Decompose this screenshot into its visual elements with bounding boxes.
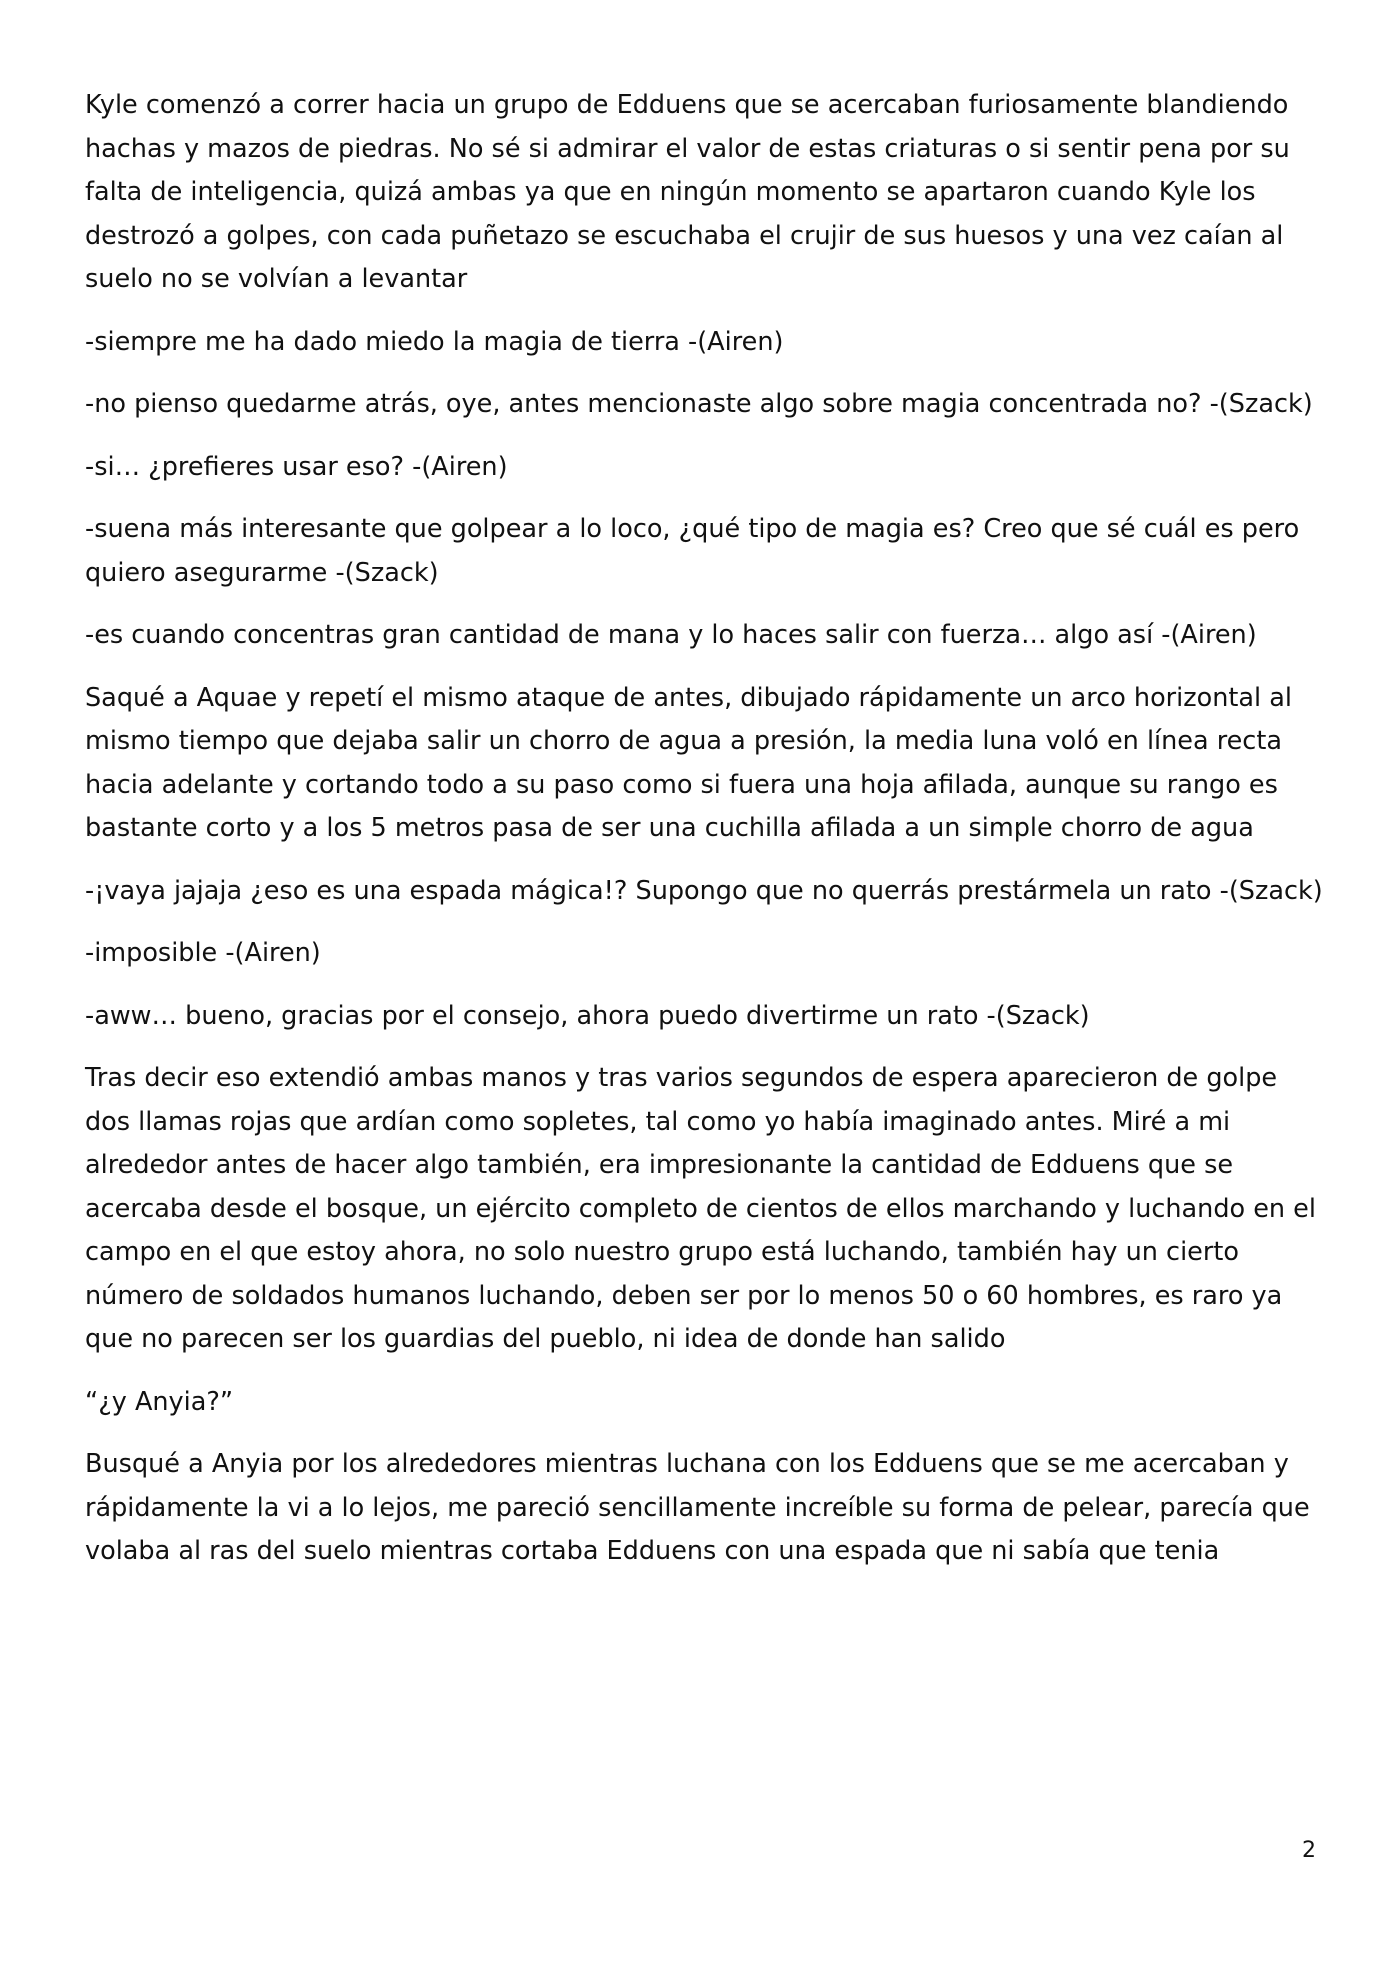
dialogue-airen-earth-magic: -siempre me ha dado miedo la magia de tierra -(Airen) (85, 326, 784, 357)
page-number: 2 (1302, 1838, 1316, 1863)
dialogue-szack-concentrated-magic: -no pienso quedarme atrás, oye, antes mencionaste algo sobre magia concentrada no? -(Szack) (85, 389, 1313, 419)
thought-anyia: “¿y Anyia?” (85, 1386, 234, 1417)
dialogue-szack-interesting: -suena más interesante que golpear a lo loco, ¿qué tipo de magia es? Creo que sé cuál es pero quiero asegurarme -(Szack) (85, 514, 1300, 588)
dialogue-airen-prefer: -si… ¿prefieres usar eso? -(Airen) (85, 451, 508, 482)
dialogue-airen-impossible: -imposible -(Airen) (85, 938, 321, 968)
paragraph-aquae-attack: Saqué a Aquae y repetí el mismo ataque de antes, dibujado rápidamente un arco horizontal al mismo tiempo que dejaba salir un chorro de agua a presión, la media luna voló en línea recta hacia adelante y cortando todo a su paso como si fuera una hoja afilada, aunque su rango es bastante corto y a los 5 metros pasa de ser una cuchilla afilada a un simple chorro de agua (85, 682, 1292, 843)
paragraph-flames-army: Tras decir eso extendió ambas manos y tras varios segundos de espera aparecieron de golpe dos llamas rojas que ardían como sopletes, tal como yo había imaginado antes. Miré a mi alrededor antes de hacer algo también, era impresionante la cantidad de Edduens que se acercaba desde el bosque, un ejército completo de cientos de ellos marchando y luchando en el campo en el que estoy ahora, no solo nuestro grupo está luchando, también hay un cierto número de soldados humanos luchando, deben ser por lo menos 50 o 60 hombres, es raro ya que no parecen ser los guardias del pueblo, ni idea de donde han salido (85, 1063, 1316, 1354)
dialogue-airen-explain: -es cuando concentras gran cantidad de mana y lo haces salir con fuerza… algo así -(Airen) (85, 620, 1257, 650)
paragraph-kyle-attack: Kyle comenzó a correr hacia un grupo de Edduens que se acercaban furiosamente blandiendo hachas y mazos de piedras. No sé si admirar el valor de estas criaturas o si sentir pena por su falta de inteligencia, quizá ambas ya que en ningún momento se apartaron cuando Kyle los destrozó a golpes, con cada puñetazo se escuchaba el crujir de sus huesos y una vez caían al suelo no se volvían a levantar (85, 90, 1290, 294)
document-body (85, 84, 1325, 1593)
paragraph-anyia-fighting: Busqué a Anyia por los alrededores mientras luchana con los Edduens que se me acercaban y rápidamente la vi a lo lejos, me pareció sencillamente increíble su forma de pelear, parecía que volaba al ras del suelo mientras cortaba Edduens con una espada que ni sabía que tenia (85, 1449, 1310, 1566)
dialogue-szack-magic-sword: -¡vaya jajaja ¿eso es una espada mágica!? Supongo que no querrás prestármela un rato -(Szack) (85, 875, 1323, 906)
dialogue-szack-thanks: -aww… bueno, gracias por el consejo, ahora puedo divertirme un rato -(Szack) (85, 1000, 1090, 1031)
